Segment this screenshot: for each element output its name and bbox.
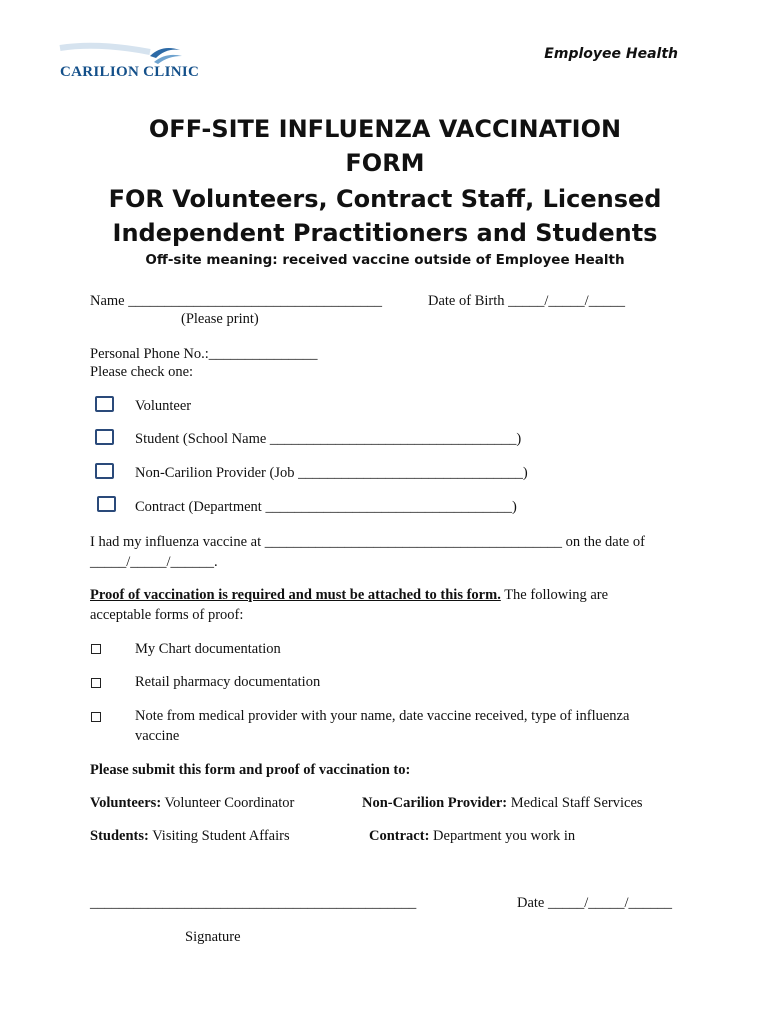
volunteers-value: Volunteer Coordinator <box>161 795 295 811</box>
signature-date-field[interactable]: Date _____/_____/______ <box>517 895 673 911</box>
non-carilion-value: Medical Staff Services <box>507 795 643 811</box>
check-one-label: Please check one: <box>90 364 194 380</box>
provider-note-label-cont: vaccine <box>135 728 180 744</box>
department-label: Employee Health <box>544 46 678 62</box>
phone-field[interactable]: Personal Phone No.:_______________ <box>90 346 318 362</box>
retail-pharmacy-checkbox[interactable] <box>91 678 101 688</box>
form-subtitle: Off-site meaning: received vaccine outside of Employee Health <box>145 252 625 268</box>
mychart-checkbox[interactable] <box>91 644 101 654</box>
students-value: Visiting Student Affairs <box>148 828 290 844</box>
vaccine-location-field[interactable]: I had my influenza vaccine at _________________________________________ on the date of <box>90 534 645 550</box>
name-field[interactable]: Name ___________________________________ <box>90 293 382 309</box>
proof-following-text: The following are <box>500 587 609 603</box>
logo-text: CARILION CLINIC <box>60 64 200 80</box>
non-carilion-provider-checkbox[interactable] <box>95 463 114 479</box>
form-title-line-4: Independent Practitioners and Students <box>112 219 658 247</box>
submit-students <box>90 827 290 845</box>
signature-label: Signature <box>185 929 241 945</box>
print-note: (Please print) <box>181 311 259 327</box>
proof-required-text: Proof of vaccination is required and must be attached to this form. <box>90 587 501 603</box>
retail-pharmacy-label: Retail pharmacy documentation <box>135 674 321 690</box>
contract-label: Contract (Department __________________________________) <box>135 499 517 515</box>
submit-heading: Please submit this form and proof of vaccination to: <box>90 762 411 778</box>
date-of-birth-field[interactable]: Date of Birth _____/_____/_____ <box>428 293 625 309</box>
mychart-label: My Chart documentation <box>135 641 281 657</box>
proof-acceptable-text: acceptable forms of proof: <box>90 607 244 623</box>
volunteers-label: Volunteers: <box>90 795 162 811</box>
non-carilion-label: Non-Carilion Provider: <box>362 795 508 811</box>
contract-checkbox[interactable] <box>97 496 116 512</box>
submit-non-carilion <box>362 794 643 812</box>
form-title-line-1: OFF-SITE INFLUENZA VACCINATION <box>148 115 622 143</box>
volunteer-label: Volunteer <box>135 398 192 414</box>
submit-contract <box>369 827 575 845</box>
form-title-line-3: FOR Volunteers, Contract Staff, Licensed <box>108 185 662 213</box>
non-carilion-provider-label: Non-Carilion Provider (Job _______________________________) <box>135 465 528 481</box>
signature-line[interactable]: _____________________________________________ <box>90 895 417 911</box>
student-checkbox[interactable] <box>95 429 114 445</box>
contract-submit-value: Department you work in <box>429 828 576 844</box>
volunteer-checkbox[interactable] <box>95 396 114 412</box>
vaccine-date-field[interactable]: _____/_____/______. <box>90 554 218 570</box>
provider-note-label: Note from medical provider with your name, date vaccine received, type of influenza <box>135 708 630 724</box>
submit-volunteers <box>90 794 294 812</box>
provider-note-checkbox[interactable] <box>91 712 101 722</box>
form-title-line-2: FORM <box>345 149 425 177</box>
proof-statement <box>90 586 608 604</box>
students-label: Students: <box>90 828 149 844</box>
student-label: Student (School Name __________________________________) <box>135 431 522 447</box>
contract-submit-label: Contract: <box>369 828 430 844</box>
